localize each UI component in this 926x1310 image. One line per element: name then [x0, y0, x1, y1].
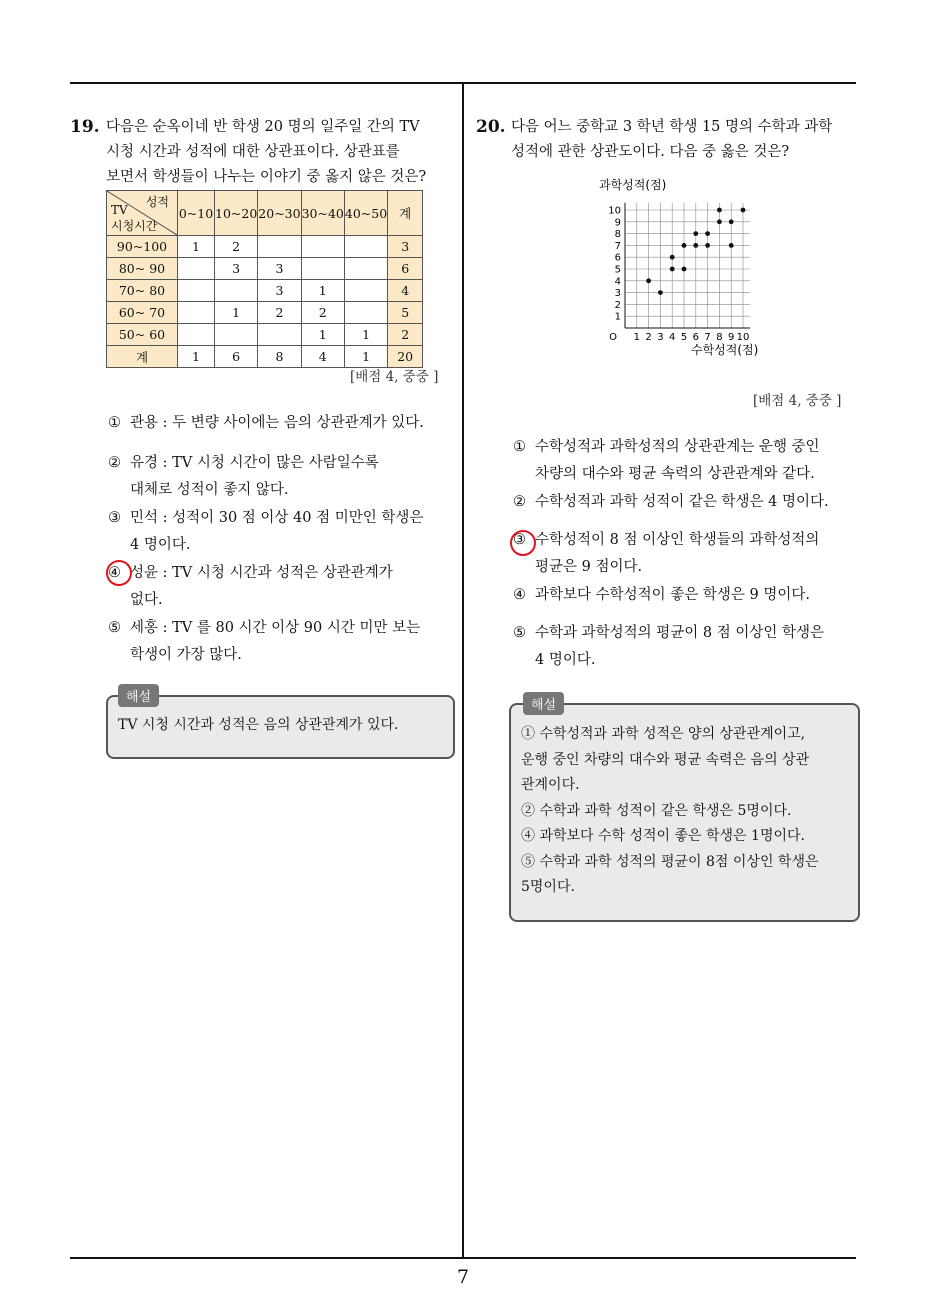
table-cell — [301, 258, 344, 280]
data-point — [658, 290, 663, 295]
q20-choice-1[interactable] — [513, 434, 858, 488]
q20-prompt-line: 다음 어느 중학교 3 학년 학생 15 명의 수학과 과학 — [511, 119, 833, 135]
table-cell — [258, 236, 301, 258]
choice-text: 성윤 : TV 시청 시간과 성적은 상관관계가 — [130, 565, 393, 581]
choice-text: 세홍 : TV 를 80 시간 이상 90 시간 미만 보는 — [130, 620, 421, 636]
table-cell: 5 — [388, 302, 423, 324]
table-cell: 3 — [215, 258, 258, 280]
explanation-line: ① 수학성적과 과학 성적은 양의 상관관계이고, — [521, 726, 806, 742]
q19-choice-5[interactable] — [108, 615, 453, 669]
x-tick-label: 1 — [633, 332, 640, 343]
table-cell — [215, 324, 258, 346]
table-cell: 4 — [388, 280, 423, 302]
q19-choice-3[interactable] — [108, 505, 453, 559]
correlation-table — [106, 190, 423, 368]
row-header: 80~ 90 — [107, 258, 178, 280]
explanation-line: 운행 중인 차량의 대수와 평균 속력은 음의 상관 — [521, 751, 810, 768]
x-tick-label: 3 — [657, 332, 664, 343]
col-header: 10~20 — [215, 191, 258, 236]
row-header: 계 — [107, 346, 178, 368]
col-header: 40~50 — [344, 191, 387, 236]
table-cell: 6 — [388, 258, 423, 280]
choice-text: 과학보다 수학성적이 좋은 학생은 9 명이다. — [535, 587, 810, 603]
corner-bottom-label: 시청시간 — [111, 219, 158, 233]
data-point — [682, 267, 687, 272]
q19-prompt — [106, 115, 451, 190]
choice-text: 없다. — [130, 592, 163, 608]
q20-prompt — [511, 115, 851, 165]
table-cell: 1 — [301, 280, 344, 302]
table-cell: 1 — [178, 346, 215, 368]
table-cell — [178, 280, 215, 302]
q19-prompt-line: 보면서 학생들이 나누는 이야기 중 옳지 않은 것은? — [106, 169, 427, 185]
table-row — [107, 280, 423, 302]
q19-choice-2[interactable] — [108, 450, 453, 504]
q20-number: 20. — [476, 117, 506, 137]
q20-choice-5[interactable] — [513, 620, 858, 674]
table-cell — [301, 236, 344, 258]
explanation-line: ② 수학과 과학 성적이 같은 학생은 5명이다. — [521, 802, 792, 819]
table-cell — [344, 236, 387, 258]
data-point — [705, 231, 710, 236]
x-tick-label: 2 — [645, 332, 652, 343]
table-cell: 1 — [215, 302, 258, 324]
choice-text: 학생이 가장 많다. — [130, 647, 242, 663]
x-tick-label: 10 — [736, 332, 750, 343]
table-cell: 6 — [215, 346, 258, 368]
row-header: 90~100 — [107, 236, 178, 258]
y-tick-label: 5 — [614, 264, 621, 276]
scatter-chart — [595, 172, 795, 362]
q20-explanation-tag: 해설 — [523, 692, 564, 715]
y-tick-label: 2 — [614, 299, 621, 311]
table-cell — [215, 280, 258, 302]
explanation-line: ④ 과학보다 수학 성적이 좋은 학생은 1명이다. — [521, 828, 805, 844]
table-cell: 2 — [388, 324, 423, 346]
y-tick-label: 3 — [614, 288, 621, 300]
choice-text: 수학성적과 과학성적의 상관관계는 운행 중인 — [535, 439, 820, 455]
y-tick-label: 4 — [614, 276, 621, 288]
col-header: 계 — [388, 191, 423, 236]
choice-text: 대체로 성적이 좋지 않다. — [130, 482, 289, 498]
table-cell: 4 — [301, 346, 344, 368]
table-row — [107, 236, 423, 258]
y-tick-label: 6 — [614, 252, 621, 264]
table-cell — [344, 258, 387, 280]
choice-marker: ⑤ — [513, 625, 526, 641]
q20-choice-3[interactable] — [513, 527, 858, 581]
choice-text: 차량의 대수와 평균 속력의 상관관계와 같다. — [535, 466, 815, 482]
choice-marker: ④ — [513, 587, 526, 603]
data-point — [693, 243, 698, 248]
table-cell: 1 — [344, 346, 387, 368]
x-tick-label: 9 — [728, 332, 735, 343]
q19-prompt-line: 시청 시간과 성적에 대한 상관표이다. 상관표를 — [106, 144, 400, 160]
col-header: 0~10 — [178, 191, 215, 236]
choice-text: 평균은 9 점이다. — [535, 559, 643, 575]
table-cell: 3 — [258, 280, 301, 302]
data-point — [729, 219, 734, 224]
answer-circle-mark — [510, 530, 536, 556]
page-number: 7 — [456, 1266, 470, 1288]
explanation-line: 관계이다. — [521, 777, 580, 793]
data-point — [717, 208, 722, 213]
table-cell — [178, 258, 215, 280]
answer-circle-mark — [106, 560, 132, 586]
corner-top-label: 성적 — [145, 195, 169, 209]
q20-explanation-text — [521, 722, 851, 901]
choice-marker: ② — [513, 494, 526, 510]
table-cell: 1 — [178, 236, 215, 258]
bottom-rule — [70, 1257, 856, 1259]
choice-text: 수학과 과학성적의 평균이 8 점 이상인 학생은 — [535, 625, 825, 641]
y-tick-label: 8 — [614, 229, 621, 241]
table-cell: 1 — [301, 324, 344, 346]
corner-mid-label: TV — [111, 203, 128, 217]
data-point — [682, 243, 687, 248]
y-tick-label: 10 — [608, 205, 621, 217]
choice-text: 수학성적과 과학 성적이 같은 학생은 4 명이다. — [535, 494, 829, 510]
table-cell: 2 — [258, 302, 301, 324]
x-axis-label: 수학성적(점) — [691, 343, 759, 357]
table-row — [107, 258, 423, 280]
choice-text: 수학성적이 8 점 이상인 학생들의 과학성적의 — [535, 532, 820, 548]
q20-choice-4[interactable] — [513, 582, 858, 609]
choice-marker: ① — [513, 439, 526, 455]
table-row — [107, 324, 423, 346]
q20-score: [배점 4, 중중 ] — [753, 393, 842, 409]
table-cell — [344, 302, 387, 324]
choice-text: 관용 : 두 변량 사이에는 음의 상관관계가 있다. — [130, 415, 424, 431]
y-axis-label: 과학성적(점) — [599, 178, 667, 192]
x-tick-label: 5 — [680, 332, 688, 343]
choice-marker: ③ — [513, 532, 526, 548]
q19-choice-1[interactable] — [108, 410, 453, 437]
choice-marker: ⑤ — [108, 620, 121, 636]
choice-text: 유경 : TV 시청 시간이 많은 사람일수록 — [130, 455, 379, 471]
table-cell: 8 — [258, 346, 301, 368]
y-tick-label: 9 — [614, 217, 621, 229]
y-tick-label: 7 — [614, 240, 621, 252]
x-tick-label: 4 — [669, 332, 676, 343]
table-cell: 20 — [388, 346, 423, 368]
table-cell: 1 — [344, 324, 387, 346]
table-cell — [258, 324, 301, 346]
table-cell — [178, 324, 215, 346]
data-point — [705, 243, 710, 248]
y-tick-label: 1 — [614, 311, 621, 323]
table-cell: 3 — [388, 236, 423, 258]
table-cell: 2 — [301, 302, 344, 324]
explanation-line: 5명이다. — [521, 879, 575, 895]
data-point — [670, 255, 675, 260]
row-header: 70~ 80 — [107, 280, 178, 302]
choice-text: 민석 : 성적이 30 점 이상 40 점 미만인 학생은 — [130, 510, 424, 526]
x-tick-label: 7 — [704, 332, 711, 343]
table-cell — [344, 280, 387, 302]
q19-number: 19. — [70, 117, 100, 137]
table-cell: 3 — [258, 258, 301, 280]
choice-text: 4 명이다. — [130, 537, 191, 553]
row-header: 50~ 60 — [107, 324, 178, 346]
q19-explanation-tag: 해설 — [118, 684, 159, 707]
data-point — [646, 278, 651, 283]
data-point — [717, 219, 722, 224]
x-tick-label: 6 — [692, 332, 699, 343]
q19-score: [배점 4, 중중 ] — [350, 369, 439, 385]
explanation-line: ⑤ 수학과 과학 성적의 평균이 8점 이상인 학생은 — [521, 853, 819, 870]
q20-choice-2[interactable] — [513, 489, 858, 516]
table-row — [107, 302, 423, 324]
data-point — [729, 243, 734, 248]
q19-choice-4[interactable] — [108, 560, 453, 614]
choice-text: 4 명이다. — [535, 652, 596, 668]
data-point — [670, 267, 675, 272]
table-cell — [178, 302, 215, 324]
column-divider — [462, 84, 464, 1257]
q20-prompt-line: 성적에 관한 상관도이다. 다음 중 옳은 것은? — [511, 144, 790, 160]
choice-marker: ② — [108, 455, 121, 471]
table-cell: 2 — [215, 236, 258, 258]
col-header: 30~40 — [301, 191, 344, 236]
row-header: 60~ 70 — [107, 302, 178, 324]
origin-label: O — [609, 332, 617, 343]
q19-explanation-text: TV 시청 시간과 성적은 음의 상관관계가 있다. — [118, 717, 399, 733]
q19-prompt-line: 다음은 순옥이네 반 학생 20 명의 일주일 간의 TV — [106, 119, 420, 135]
table-corner — [107, 191, 178, 236]
data-point — [741, 208, 746, 213]
choice-marker: ④ — [108, 565, 121, 581]
x-tick-label: 8 — [716, 332, 723, 343]
choice-marker: ③ — [108, 510, 121, 526]
choice-marker: ① — [108, 415, 121, 431]
col-header: 20~30 — [258, 191, 301, 236]
data-point — [693, 231, 698, 236]
